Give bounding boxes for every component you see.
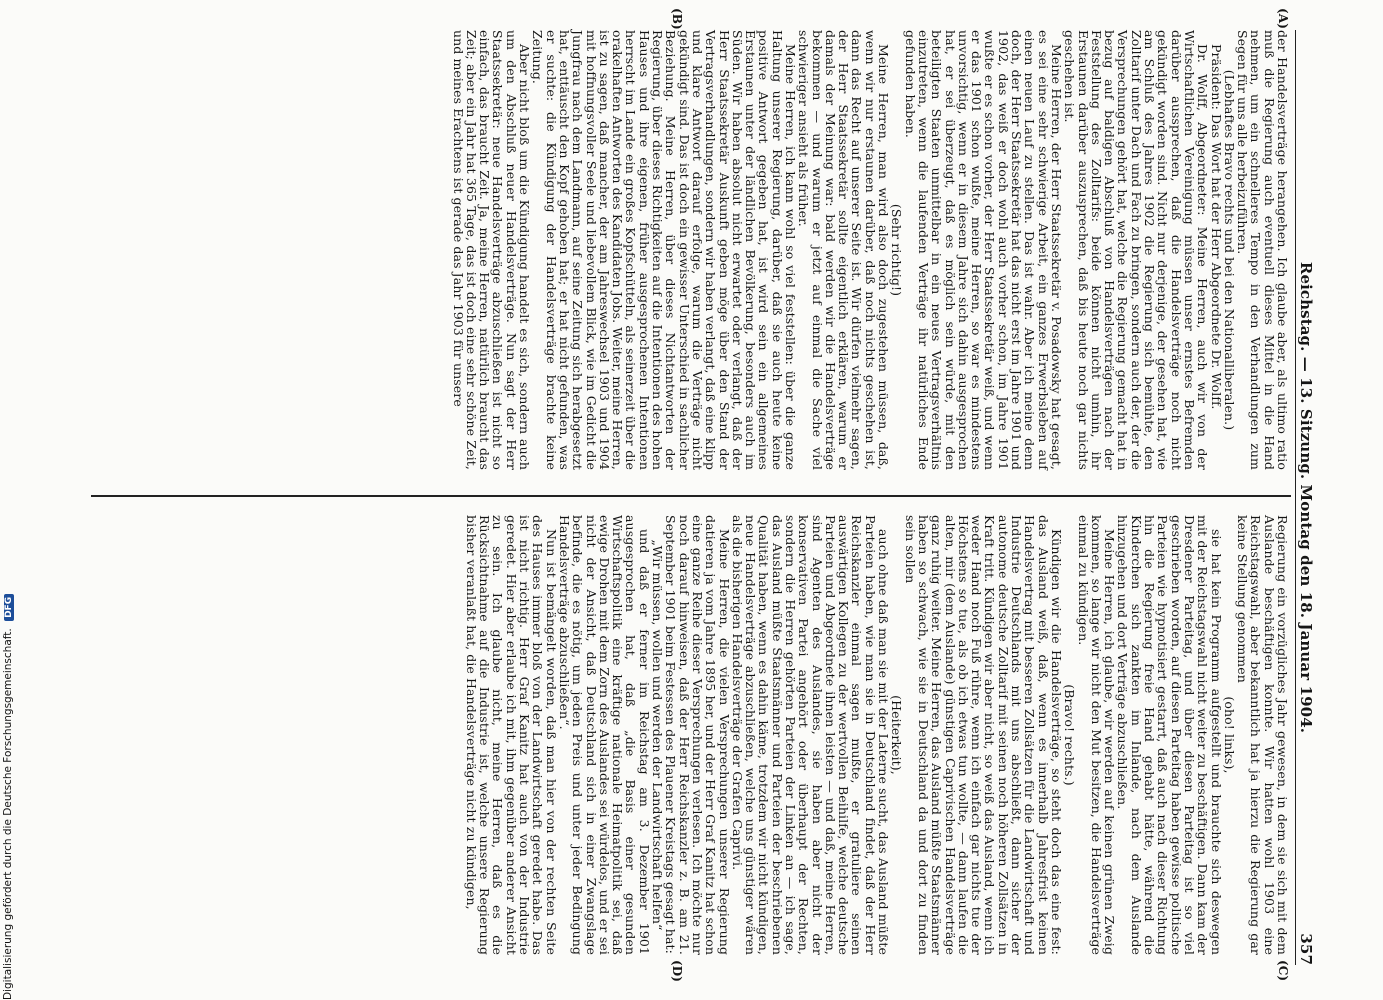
paragraph: Nun ist bemängelt worden, daß man hier von der rechten Seite des Hauses immer bloß von der Landwirtschaft geredet habe. Das ist nicht richtig. Herr Graf Kanitz hat auch von der Industrie geredet. Hier aber erlaube ich mit, ihm gegenüber anderer Ansicht zu sein. Ich glaube nicht, meine Herren, daß es die Rücksichtnahme auf die Industrie ist, welche unsere Regierung bisher veranlaßt hat, die Handelsverträge nicht zu kündigen, [463,515,559,955]
paragraph: „Wir müssen, wollen und werden der Landwirtschaft helfen“ [650,539,666,931]
margin-marker-a: (A) [1276,8,1290,29]
paragraph: Meine Herren, man wird also doch zugestehen müssen, daß, wenn wir nur erstaunen darüber, daß noch nichts geschehen ist, dann das Recht auf unserer Seite ist. Wir dürfen vielmehr sagen, der Herr Staatssekretär sollte eigentlich erklären, warum er damals der Meinung war: bald werden wir die Handelsverträge bekommen — und warum er jetzt auf einmal die Sache viel schwieriger ansieht als früher. [796,30,892,470]
dfg-logo: DFG [4,594,14,621]
paragraph: Präsident: Das Wort hat der Herr Abgeordnete Dr. Wolff. [1208,44,1224,410]
column-left [451,30,1289,470]
paragraph: Regierung ein vorzügliches Jahr gewesen, in dem sie sich mit dem Auslande beschäftigen konnte. Wir hatten wohl 1903 eine Reichstagswahl, aber bekanntlich hat ja hierzu die Regierung gar keine Stellung genommen [1235,515,1290,955]
paragraph: Aber nicht bloß um die Kündigung handelt es sich, sondern auch um den Abschluß neuer Handelsverträge. Nun sagt der Herr Staatssekretär: neue Handelsverträge abzuschließen ist nicht so einfach, das braucht Zeit. Ja, meine Herren, natürlich braucht das Zeit; aber ein Jahr hat 365 Tage, das ist doch eine sehr schöne Zeit, und meines Erachtens ist gerade das Jahr 1903 für unsere [450,30,533,470]
paragraph: Meine Herren, der Herr Staatssekretär v. Posadowsky hat gesagt, es sei eine sehr schwierige Arbeit, ein ganzes Erwerbsleben auf einen neuen Lauf zu stellen. Das ist wahr. Aber ich meine denn doch, der Herr Staatssekretär hat das nicht erst im Jahre 1901 und 1902, das weiß er doch wohl auch vorher schon, im Jahre 1901 wußte er es schon vorher, der Herr Staatssekretär weiß, und wenn er das 1901 schon wußte, meine Herren, so war es mindestens unvorsichtig, wenn er in diesem Jahre sich dahin ausgesprochen hat, er sei überzeugt, daß es möglich sein würde, mit den beteiligten Staaten unmittelbar in ein neues Vertragsverhältnis einzutreten, wenn die laufenden Verträge ihr natürliches Ende gefunden haben. [902,30,1064,470]
paragraph: Meine Herren, ich kann wohl so viel feststellen: über die ganze Haltung unserer Regierung, darüber, daß sie auch heute keine positive Antwort gegeben hat, ist wird sein ein allgemeines Erstaunen unter der ländlichen Bevölkerung, besonders auch im Süden. Wir haben absolut nicht erwartet oder verlangt, daß der Herr Staatssekretär Auskunft geben möge über den Stand der Vertragsverhandlungen, sondern wir haben verlangt, daß eine klipp und klare Antwort darauf erfolge, warum die Verträge nicht gekündigt sind. Das ist doch ein gewisser Unterschied in sachlicher Beziehung. Meine Herren, über dieses Nichtantworten der Regierung, über dieses Richtigkeiten auf die Intentionen des hohen Hauses und ihre eigenen, früher ausgesprochenen Intentionen herrscht im Lande ein großes Kopfschütteln, als seinerzeit über die orakelhaften Antworten des Kandidaten Jobs. Weiter, meine Herren, ist zu sagen, daß mancher, der am Jahreswechsel 1903 und 1904 mit hoffnungsvoller Seele und liebevollem Blick, wie im Gedicht die Jungfrau nach dem Landmann, auf seine Zeitung sich herabgesetzt hat, enttäuscht den Kopf gehoben hat; er hat nicht gefunden, was er suchte: die Kündigung der Handelsverträge brachte keine Zeitung. [530,30,799,470]
paragraph: Meine Herren, ich glaube, wir werden auf keinen grünen Zweig kommen, so lange wir nicht den Mut besitzen, die Handelsverträge einmal zu kündigen. [1075,515,1118,955]
paragraph: (Heiterkeit), [889,695,905,775]
paragraph: der Handelsverträge herangehen. Ich glaube aber, als ultimo ratio muß die Regierung auch eventuell dieses Mittel in die Hand nehmen, um ein schnelleres Tempo in den Verhandlungen zum Segen für uns alle herbeizuführen. [1235,30,1290,470]
page-number: 357 [1297,933,1316,965]
document-sheet [78,8,1323,983]
column-divider [91,495,1291,497]
paragraph: Meine Herren, die vielen Versprechungen unserer Regierung datieren ja vom Jahre 1895 her, und der Herr Graf Kanitz hat schon eine ganze Reihe dieser Versprechungen verlesen. Ich möchte nur noch darauf hinweisen, daß der Herr Reichskanzler z. B. am 21. September 1901 beim Festessen des Plauener Kreistags gesagt hat: [663,515,732,955]
margin-marker-d: (D) [670,960,684,983]
digitization-credit [2,440,14,1000]
paragraph: (oho! links), [1221,696,1237,774]
credit-text: Digitalisierung gefördert durch die Deutsche Forschungsgemeinschaft. [2,628,14,1000]
paragraph: sie hat kein Programm aufgestellt und brauchte sich deswegen mit der Reichstagswahl nicht weiter zu beschäftigen. Dann kam der Dresdener Parteitag, und über diesen Parteitag ist so viel geschrieben worden, auf diesen Parteitag haben gewisse politische Parteien wie hypnotisiert gestarrt, daß auch nach dieser Richtung hin die Regierung freie Hand gehabt hätte, während die Kinderchen sich zankten im Inlande, nach dem Auslande hinzugehen und dort Verträge abzuschließen. [1115,515,1224,955]
paragraph: (Sehr richtig!) [889,203,905,297]
paragraph: Kündigen wir die Handelsverträge, so steht doch das eine fest: das Ausland weiß, daß, wenn es innerhalb Jahresfrist keinen Handelsvertrag mit besseren Zollsätzen für die Landwirtschaft und Industrie Deutschlands mit uns abschließt, dann sicher der autonome deutsche Zolltarif mit seinen noch höheren Zollsätzen in Kraft tritt. Kündigen wir aber nicht, so weiß das Ausland, wenn ich weder Hand noch Fuß rühre, wenn ich einfach gar nichts tue der Höchstens so tue, als ob ich etwas tun wollte, — dann laufen die alten, mir (dem Auslande) günstigen Caprivischen Handelsverträge ganz ruhig weiter. Meine Herren, das Ausland müßte Staatsmänner haben so schwach, wie sie in Deutschland da und dort zu finden sein sollen [902,515,1064,955]
header-rule [1295,30,1296,965]
paragraph: (Lebhaftes Bravo rechts und bei den Nationalliberalen.) [1221,69,1237,431]
paragraph: und daß er ferner im Reichstag am 3. Dezember 1901 ausgesprochen hat, daß „die Basis einer gesunden Wirtschaftspolitik eine kräftige nationale Heimatpolitik sei, daß ewige Drohen mit dem Zorn des Auslandes sei würdelos, und er sei nicht der Ansicht, daß Deutschland sich in einer Zwangslage befinde, die es nötig, um jeden Preis und unter jeder Bedingung Handelsverträge abzuschließen“. [556,515,652,955]
margin-marker-b: (B) [670,8,684,30]
column-right [465,515,1289,955]
page-header [1299,30,1323,965]
paragraph: (Bravo! rechts.) [1062,684,1078,786]
paragraph: Dr. Wolff, Abgeordneter: Meine Herren, auch wir von der Wirtschaftlichen Vereinigung müssen unser ernstes Befremden darüber aussprechen, daß die Handelsverträge noch nicht gekündigt worden sind. Nicht nur derjenige, der gesehen hat, wie am Schluß des Jahres 1902 die Regierung sich bemühte, den Zolltarif unter Dach und Fach zu bringen, sondern auch der, der die Versprechungen gehört hat, welche die Regierung gemacht hat in bezug auf baldigen Abschluß von Handelsverträgen nach der Feststellung des Zolltarifs: beide können nicht umhin, ihr Erstaunen darüber auszusprechen, daß bis heute noch gar nichts geschehen ist. [1062,30,1211,470]
paragraph: auch ohne daß man sie mit der Laterne sucht, das Ausland müßte Parteien haben, wie man sie in Deutschland findet, daß der Herr Reichskanzler einmal sagen mußte, er gratuliere seinen auswärtigen Kollegen zu der wertvollen Beihilfe, welche deutsche Parteien und Abgeordnete ihnen leisten — und daß, meine Herren, sind Agenten des Auslandes, sie haben aber nicht der konservativen Partei angehört oder überhaupt der Rechten, sondern die Herren gehörten Parteien der Linken an — ich sage, das Ausland müßte Staatsmänner und Parteien der beschriebenen Qualität haben, wenn es dahin käme, trotzdem wir nicht kündigen, neue Handelsverträge abzuschließen, welche uns günstiger wären als die bisherigen Handelsverträge der Grafen Caprivi. [729,515,892,955]
margin-marker-c: (C) [1276,960,1290,982]
running-title: Reichstag. — 13. Sitzung. Montag den 18. Januar 1904. [1297,261,1316,734]
